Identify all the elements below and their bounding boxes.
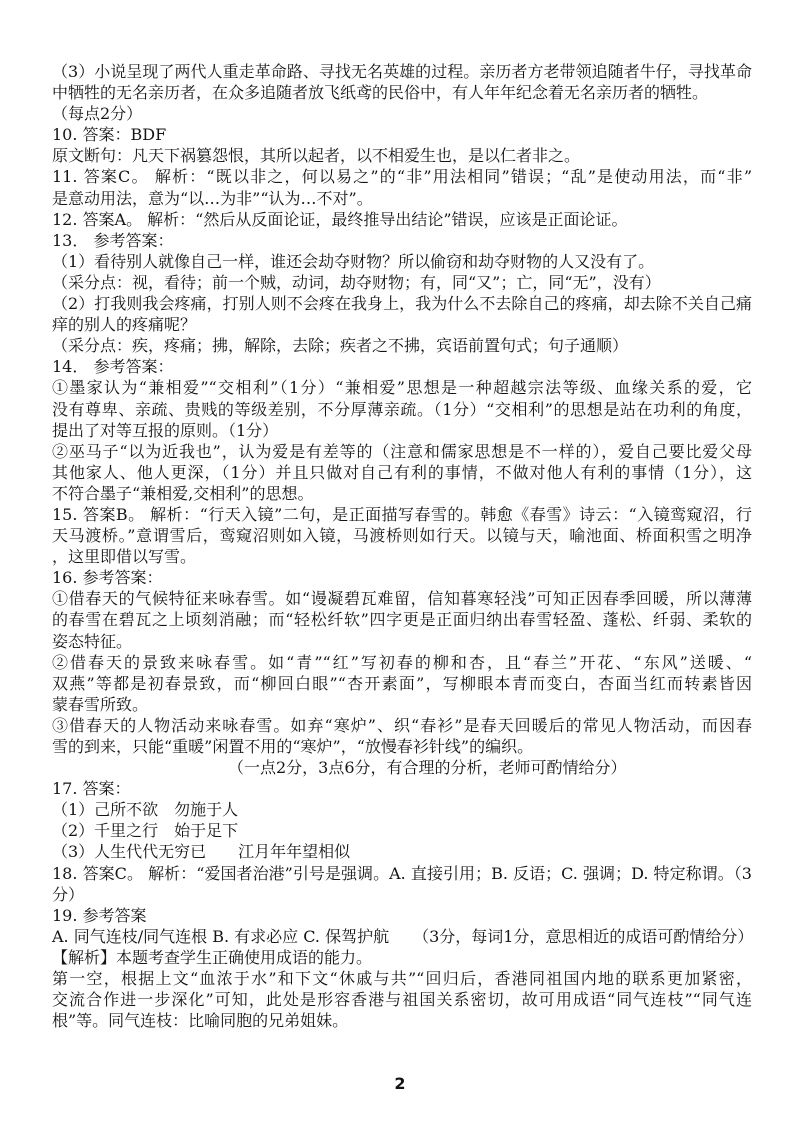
q17-item: （1）己所不欲 勿施于人 xyxy=(52,800,239,820)
q17-item: （3）人生代代无穷已 江月年年望相似 xyxy=(52,842,351,862)
q16-point-2: 双燕”等都是初春景致，而“柳回白眼”“杏开素面”，写柳眼本青而变白，杏面当红而转素皆因 xyxy=(52,673,752,693)
q16-point-2: 蒙春雪所致。 xyxy=(52,694,149,714)
q19-analysis-line: 根”等。同气连枝：比喻同胞的兄弟姐妹。 xyxy=(52,1011,349,1031)
q18-line: 分） xyxy=(52,884,85,904)
q13-scoring-points-1: （采分点：视，看待；前一个贼，动词，劫夺财物；有，同“又”；亡，同“无”，没有） xyxy=(52,272,661,292)
q14-point-1: ①墨家认为“兼相爱”“交相利”（1分）“兼相爱”思想是一种超越宗法等级、血缘关系的爱，它 xyxy=(52,378,752,398)
q19-analysis-line: 第一空，根据上文“血浓于水”和下文“休戚与共”“回归后，香港同祖国内地的联系更加紧密， xyxy=(52,969,752,989)
q9-answer-line: （3）小说呈现了两代人重走革命路、寻找无名英雄的过程。亲历者方老带领追随者牛仔，寻找革命 xyxy=(52,62,752,81)
answer-key-content xyxy=(52,61,752,1031)
q10-punctuation: 原文断句：凡天下祸篡怨恨，其所以起者，以不相爱生也，是以仁者非之。 xyxy=(52,146,581,166)
page-number: 2 xyxy=(394,1074,406,1093)
question-10-block xyxy=(52,124,752,166)
q15-line: 天马渡桥。”意谓雪后，鸾窥沼则如入镜，马渡桥则如行天。以镜与天，喻池面、桥面积雪之明净 xyxy=(52,526,752,546)
q15-line: 15. 答案B。 解析：“行天入镜”二句，是正面描写春雪的。韩愈《春雪》诗云：“入镜鸾窥沼，行 xyxy=(52,504,752,524)
question-13-block xyxy=(52,230,752,357)
question-14-block xyxy=(52,356,752,504)
question-12-block xyxy=(52,209,752,230)
question-11-block xyxy=(52,166,752,208)
q16-heading: 16. 参考答案： xyxy=(52,568,163,588)
q15-line: ，这里即借以写雪。 xyxy=(52,547,197,567)
q13-heading: 13． 参考答案： xyxy=(52,230,174,250)
q9-score-note: （每点2分） xyxy=(52,104,143,124)
q11-line: 是意动用法，意为“以…为非”“认为…不对”。 xyxy=(52,188,373,208)
question-16-block xyxy=(52,567,752,778)
q19-answer: A. 同气连枝/同气连根 B. 有求必应 C. 保驾护航 （3分，每词1分，意思相近的成语可酌情给分） xyxy=(52,926,754,946)
question-15-block xyxy=(52,504,752,567)
q14-point-2: 其他家人、他人更深，（1分）并且只做对自己有利的事情，不做对他人有利的事情（1分），这 xyxy=(52,462,752,482)
q19-analysis-line: 交流合作进一步深化”可知，此处是形容香港与祖国关系密切，故可用成语“同气连枝”“同气连 xyxy=(52,990,752,1010)
question-19-block xyxy=(52,905,752,1032)
q13-translation-2: 痒的别人的疼痛呢？ xyxy=(52,315,197,335)
question-9-block xyxy=(52,61,752,124)
question-17-block xyxy=(52,778,752,862)
q19-heading: 19. 参考答案 xyxy=(52,905,147,925)
q16-point-1: 姿态特征。 xyxy=(52,631,133,651)
q19-analysis-intro: 【解析】本题考查学生正确使用成语的能力。 xyxy=(52,947,373,967)
q14-point-1: 没有尊卑、亲疏、贵贱的等级差别，不分厚薄亲疏。（1分）“交相利”的思想是站在功利的角度， xyxy=(52,399,752,419)
q17-heading: 17. 答案： xyxy=(52,779,131,799)
q16-point-1: ①借春天的气候特征来咏春雪。如“谩凝碧瓦难留，信知暮寒轻浅”可知正因春季回暖，所以薄薄 xyxy=(52,589,752,609)
q13-translation-1: （1）看待别人就像自己一样，谁还会劫夺财物？所以偷窃和劫夺财物的人又没有了。 xyxy=(52,251,655,271)
q11-line: 11. 答案C。 解析：“既以非之，何以易之”的“非”用法相同”错误；“乱”是使动用法，而“非” xyxy=(52,167,752,187)
q13-scoring-points-2: （采分点：疾，疼痛；拂，解除，去除；疾者之不拂，宾语前置句式；句子通顺） xyxy=(52,336,629,356)
question-18-block xyxy=(52,863,752,905)
q14-heading: 14． 参考答案： xyxy=(52,357,174,377)
q14-point-2: ②巫马子“以为近我也”，认为爱是有差等的（注意和儒家思想是不一样的），爱自己要比爱父母 xyxy=(52,441,752,461)
q12-line: 12. 答案A。 解析：“然后从反面论证，最终推导出结论”错误，应该是正面论证。 xyxy=(52,209,628,229)
q16-point-1: 的春雪在碧瓦之上顷刻消融；而“轻松纤软”四字更是正面归纳出春雪轻盈、蓬松、纤弱、柔软的 xyxy=(52,610,752,630)
q14-point-1: 提出了对等互报的原则。（1分） xyxy=(52,420,279,440)
q16-score-note: （一点2分，3点6分，有合理的分析，老师可酌情给分） xyxy=(228,758,627,778)
q16-point-2: ②借春天的景致来咏春雪。如“青”“红”写初春的柳和杏，且“春兰”开花、“东风”送暖、“ xyxy=(52,652,752,672)
q18-line: 18. 答案C。 解析：“爱国者治港”引号是强调。A. 直接引用；B. 反语；C. 强调；D. 特定称谓。（3 xyxy=(52,863,752,883)
q14-point-2: 不符合墨子“兼相爱,交相利”的思想。 xyxy=(52,483,314,503)
q13-translation-2: （2）打我则我会疼痛，打别人则不会疼在我身上，我为什么不去除自己的疼痛，却去除不关自己痛 xyxy=(52,294,752,314)
q16-point-3: ③借春天的人物活动来咏春雪。如弃“寒炉”、织“春衫”是春天回暖后的常见人物活动，而因春 xyxy=(52,715,752,735)
q16-point-3: 雪的到来，只能“重暖”闲置不用的“寒炉”，“放慢春衫针线”的编织。 xyxy=(52,737,534,756)
q10-answer: 10. 答案：BDF xyxy=(52,125,167,145)
q9-answer-line: 中牺牲的无名亲历者，在众多追随者放飞纸鸢的民俗中，有人年年纪念着无名亲历者的牺牲。 xyxy=(52,83,709,103)
q17-item: （2）千里之行 始于足下 xyxy=(52,821,239,841)
